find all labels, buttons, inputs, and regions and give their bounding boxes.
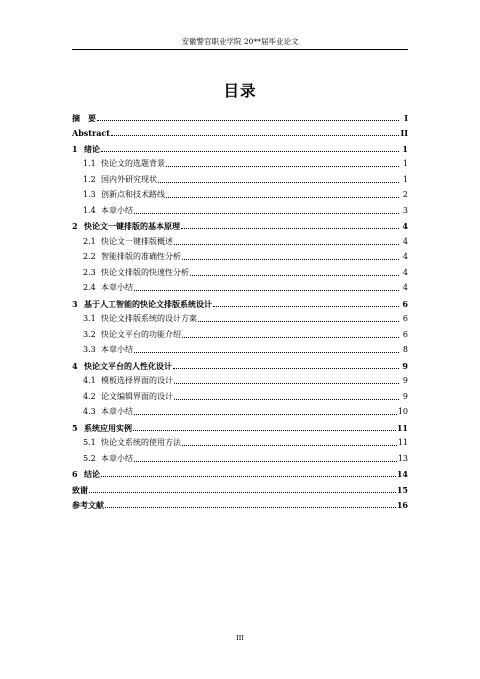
toc-entry-page: 13: [397, 453, 408, 463]
toc-entry-label: 本章小结: [101, 205, 133, 215]
toc-dot-leader: [134, 351, 399, 353]
toc-entry-page: 11: [397, 438, 408, 447]
toc-entry[interactable]: [72, 231, 408, 247]
toc-entry-label: 本章小结: [101, 407, 133, 416]
header-rule: [72, 49, 408, 50]
toc-entry[interactable]: [72, 464, 408, 480]
toc-entry[interactable]: [72, 433, 408, 449]
toc-entry-page: I: [404, 112, 408, 123]
toc-entry-page: 1: [402, 143, 408, 154]
toc-entry[interactable]: [72, 216, 408, 232]
toc-entry-number: 2: [72, 221, 78, 231]
toc-entry-page: 4: [402, 267, 408, 277]
toc-entry-page: 6: [402, 298, 408, 309]
toc-entry-number: 2.2: [83, 252, 96, 261]
toc-dot-leader: [181, 227, 399, 229]
toc-entry-label: 绪论: [84, 143, 100, 154]
toc-entry-page: 11: [396, 422, 408, 433]
toc-entry[interactable]: [72, 247, 408, 263]
toc-dot-leader: [134, 289, 399, 291]
toc-entry-label: 快论文平台的功能介绍: [101, 329, 181, 339]
toc-entry-label: 快论文的选题背景: [101, 159, 165, 168]
toc-entry-label: 系统应用实例: [84, 422, 132, 433]
toc-entry-number: 3.1: [83, 314, 96, 323]
toc-dot-leader: [166, 165, 399, 167]
toc-entry-label: 本章小结: [101, 453, 133, 463]
toc-entry-page: 2: [402, 190, 408, 199]
toc-entry-label: 智能排版的准确性分析: [101, 252, 181, 261]
toc-entry-label: 模板选择界面的设计: [101, 376, 173, 385]
toc-dot-leader: [182, 258, 399, 260]
toc-entry-number: 3: [72, 298, 78, 309]
toc-entry-page: 4: [402, 221, 408, 231]
toc-entry-number: 1.2: [83, 174, 96, 184]
toc-entry[interactable]: [72, 185, 408, 201]
toc-dot-leader: [101, 475, 396, 477]
toc-entry-page: 9: [402, 376, 408, 385]
toc-entry-label: 参考文献: [72, 500, 104, 510]
toc-dot-leader: [134, 212, 399, 214]
toc-entry[interactable]: [72, 495, 408, 511]
toc-entry[interactable]: [72, 417, 408, 433]
toc-entry-number: 4: [72, 360, 78, 371]
toc-entry-number: 2.4: [83, 283, 96, 292]
toc-dot-leader: [173, 367, 399, 369]
toc-dot-leader: [134, 413, 397, 415]
toc-entry-page: 4: [402, 252, 408, 261]
toc-entry-number: 6: [72, 469, 78, 479]
toc-entry-label: 创新点和技术路线: [101, 190, 165, 199]
toc-entry-label: 基于人工智能的快论文排版系统设计: [84, 298, 212, 309]
toc-dot-leader: [174, 243, 399, 245]
toc-entry[interactable]: [72, 169, 408, 185]
toc-entry[interactable]: [72, 309, 408, 325]
toc-entry-number: 4.1: [83, 376, 96, 385]
toc-dot-leader: [182, 336, 399, 338]
toc-entry[interactable]: [72, 262, 408, 278]
table-of-contents: [72, 107, 408, 510]
toc-entry-number: 5.2: [83, 453, 96, 463]
toc-entry[interactable]: [72, 355, 408, 371]
toc-dot-leader: [158, 181, 399, 183]
toc-entry-label: 快论文排版系统的设计方案: [101, 314, 197, 323]
toc-entry-page: 9: [402, 360, 408, 371]
toc-entry[interactable]: [72, 107, 408, 123]
toc-entry-page: 14: [396, 469, 408, 479]
toc-entry-page: 15: [396, 484, 408, 495]
toc-entry[interactable]: [72, 138, 408, 154]
toc-entry-number: 3.3: [83, 345, 96, 354]
toc-entry-page: 4: [402, 236, 408, 246]
toc-entry-page: 10: [397, 407, 408, 416]
toc-entry-page: 3: [402, 205, 408, 215]
toc-entry-page: 8: [402, 345, 408, 354]
toc-entry[interactable]: [72, 123, 408, 139]
toc-entry[interactable]: [72, 154, 408, 170]
toc-title: 目录: [223, 81, 257, 100]
toc-entry[interactable]: [72, 448, 408, 464]
toc-entry[interactable]: [72, 200, 408, 216]
toc-entry-number: 1.4: [83, 205, 96, 215]
toc-entry-number: 1: [72, 143, 78, 154]
toc-entry-page: 4: [402, 283, 408, 292]
page-header: 安徽警官职业学院 20**届毕业论文: [181, 37, 299, 46]
toc-entry-number: 2.1: [83, 236, 96, 246]
toc-entry[interactable]: [72, 402, 408, 418]
toc-entry-label: 快论文排版的快速性分析: [101, 267, 189, 277]
toc-entry[interactable]: [72, 340, 408, 356]
toc-dot-leader: [105, 506, 396, 508]
toc-entry-page: II: [400, 128, 408, 138]
toc-dot-leader: [97, 119, 399, 121]
toc-entry-number: 1.1: [83, 159, 96, 168]
toc-dot-leader: [174, 398, 399, 400]
toc-dot-leader: [166, 196, 399, 198]
toc-entry-label: 结论: [84, 469, 100, 479]
toc-entry-page: 6: [402, 329, 408, 339]
toc-entry-label: Abstract: [72, 128, 110, 138]
toc-entry[interactable]: [72, 293, 408, 309]
toc-dot-leader: [134, 460, 397, 462]
toc-dot-leader: [182, 444, 397, 446]
toc-entry-page: 9: [402, 391, 408, 401]
toc-entry[interactable]: [72, 386, 408, 402]
toc-entry-page: 16: [396, 500, 408, 510]
toc-entry-label: 摘 要: [72, 112, 96, 123]
toc-entry-number: 3.2: [83, 329, 96, 339]
toc-entry[interactable]: [72, 324, 408, 340]
page-number: III: [236, 634, 244, 642]
toc-dot-leader: [133, 429, 396, 431]
toc-dot-leader: [190, 274, 399, 276]
toc-dot-leader: [198, 320, 399, 322]
toc-entry-number: 5: [72, 422, 78, 433]
toc-entry[interactable]: [72, 479, 408, 495]
toc-entry-label: 本章小结: [101, 283, 133, 292]
toc-entry[interactable]: [72, 371, 408, 387]
toc-entry-label: 致谢: [72, 484, 88, 495]
toc-dot-leader: [174, 382, 399, 384]
toc-entry-number: 4.3: [83, 407, 96, 416]
toc-entry-page: 1: [402, 159, 408, 168]
toc-dot-leader: [213, 305, 399, 307]
toc-entry-number: 4.2: [83, 391, 96, 401]
toc-entry-page: 1: [402, 174, 408, 184]
toc-entry-number: 5.1: [83, 438, 96, 447]
toc-entry-number: 2.3: [83, 267, 96, 277]
toc-entry-label: 快论文一键排版概述: [101, 236, 173, 246]
toc-dot-leader: [111, 134, 399, 136]
toc-entry-number: 1.3: [83, 190, 96, 199]
toc-entry-label: 快论文平台的人性化设计: [84, 360, 172, 371]
toc-entry-label: 国内外研究现状: [101, 174, 157, 184]
toc-entry[interactable]: [72, 278, 408, 294]
toc-entry-page: 6: [402, 314, 408, 323]
toc-dot-leader: [89, 491, 396, 493]
toc-entry-label: 本章小结: [101, 345, 133, 354]
toc-dot-leader: [101, 150, 399, 152]
toc-entry-label: 快论文系统的使用方法: [101, 438, 181, 447]
toc-entry-label: 快论文一键排版的基本原理: [84, 221, 180, 231]
toc-entry-label: 论文编辑界面的设计: [101, 391, 173, 401]
